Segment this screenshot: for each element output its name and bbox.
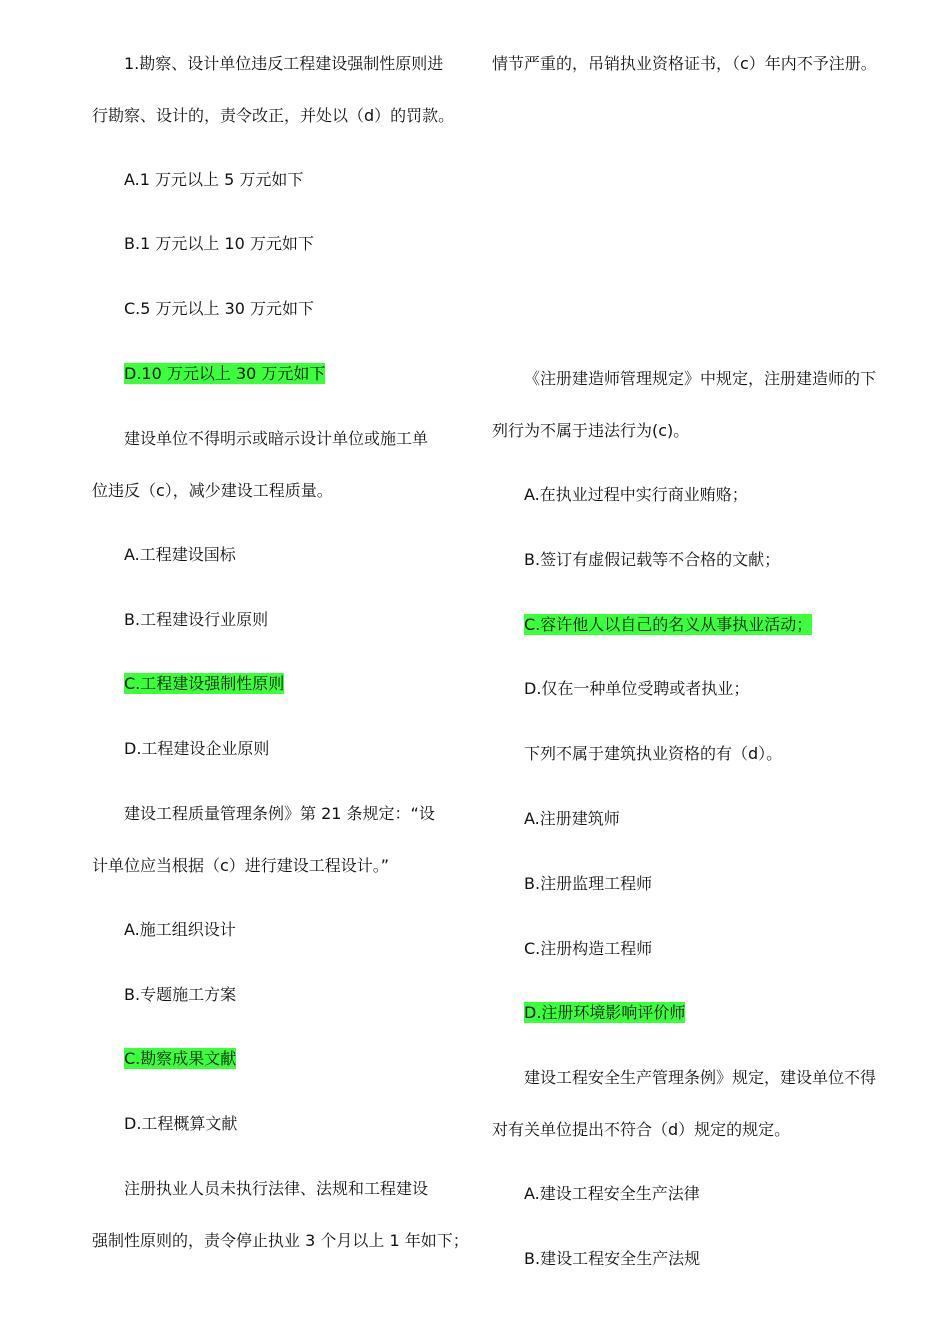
answer-highlight: C.勘察成果文献: [124, 1049, 237, 1068]
q1-stem-line2: 行勘察、设计的，责令改正，并处以（d）的罚款。: [92, 106, 455, 125]
q6-option-a: A.注册建筑师: [524, 809, 620, 828]
q2-stem-line1: 建设单位不得明示或暗示设计单位或施工单: [124, 429, 429, 448]
q7-stem-line1: 建设工程安全生产管理条例》规定，建设单位不得: [524, 1068, 877, 1087]
q6-option-b: B.注册监理工程师: [524, 874, 653, 893]
q6-option-d-answer: [524, 1002, 685, 1024]
q3-stem-line2: 计单位应当根据（c）进行建设工程设计。”: [92, 856, 390, 875]
q3-option-d: D.工程概算文献: [124, 1114, 238, 1133]
q1-option-d-answer: [124, 363, 325, 385]
q4-stem-line2: 强制性原则的，责令停止执业 3 个月以上 1 年如下；: [92, 1231, 469, 1250]
q4-stem-continuation: 情节严重的，吊销执业资格证书，（c）年内不予注册。: [492, 54, 877, 73]
q6-option-c: C.注册构造工程师: [524, 939, 653, 958]
q4-stem-line1: 注册执业人员未执行法律、法规和工程建设: [124, 1179, 429, 1198]
q3-option-a: A.施工组织设计: [124, 920, 236, 939]
q5-stem-line2: 列行为不属于违法行为(c)。: [492, 421, 690, 440]
q3-stem-line1: 建设工程质量管理条例》第 21 条规定：“设: [124, 804, 435, 823]
q2-option-b: B.工程建设行业原则: [124, 610, 269, 629]
q7-option-a: A.建设工程安全生产法律: [524, 1184, 700, 1203]
answer-highlight: C.工程建设强制性原则: [124, 674, 285, 693]
q5-option-a: A.在执业过程中实行商业贿赂；: [524, 485, 748, 504]
q7-stem-line2: 对有关单位提出不符合（d）规定的规定。: [492, 1120, 791, 1139]
q6-stem: 下列不属于建筑执业资格的有（d）。: [524, 744, 783, 763]
q5-option-c-answer: [524, 614, 812, 636]
q5-stem-line1: 《注册建造师管理规定》中规定，注册建造师的下: [524, 369, 877, 388]
q3-option-b: B.专题施工方案: [124, 985, 237, 1004]
q1-stem-line1: 1.勘察、设计单位违反工程建设强制性原则进: [124, 54, 444, 73]
q2-option-a: A.工程建设国标: [124, 545, 236, 564]
answer-highlight: D.10 万元以上 30 万元如下: [124, 364, 326, 383]
q1-option-a: A.1 万元以上 5 万元如下: [124, 170, 304, 189]
q1-option-c: C.5 万元以上 30 万元如下: [124, 299, 315, 318]
q3-option-c-answer: [124, 1048, 236, 1070]
q2-option-d: D.工程建设企业原则: [124, 739, 270, 758]
q2-stem-line2: 位违反（c），减少建设工程质量。: [92, 481, 333, 500]
answer-highlight: D.注册环境影响评价师: [524, 1003, 686, 1022]
q5-option-d: D.仅在一种单位受聘或者执业；: [524, 679, 750, 698]
q5-option-b: B.签订有虚假记载等不合格的文献；: [524, 550, 781, 569]
q7-option-b: B.建设工程安全生产法规: [524, 1249, 701, 1268]
answer-highlight: C.容许他人以自己的名义从事执业活动；: [524, 615, 813, 634]
q1-option-b: B.1 万元以上 10 万元如下: [124, 234, 314, 253]
q2-option-c-answer: [124, 673, 284, 695]
